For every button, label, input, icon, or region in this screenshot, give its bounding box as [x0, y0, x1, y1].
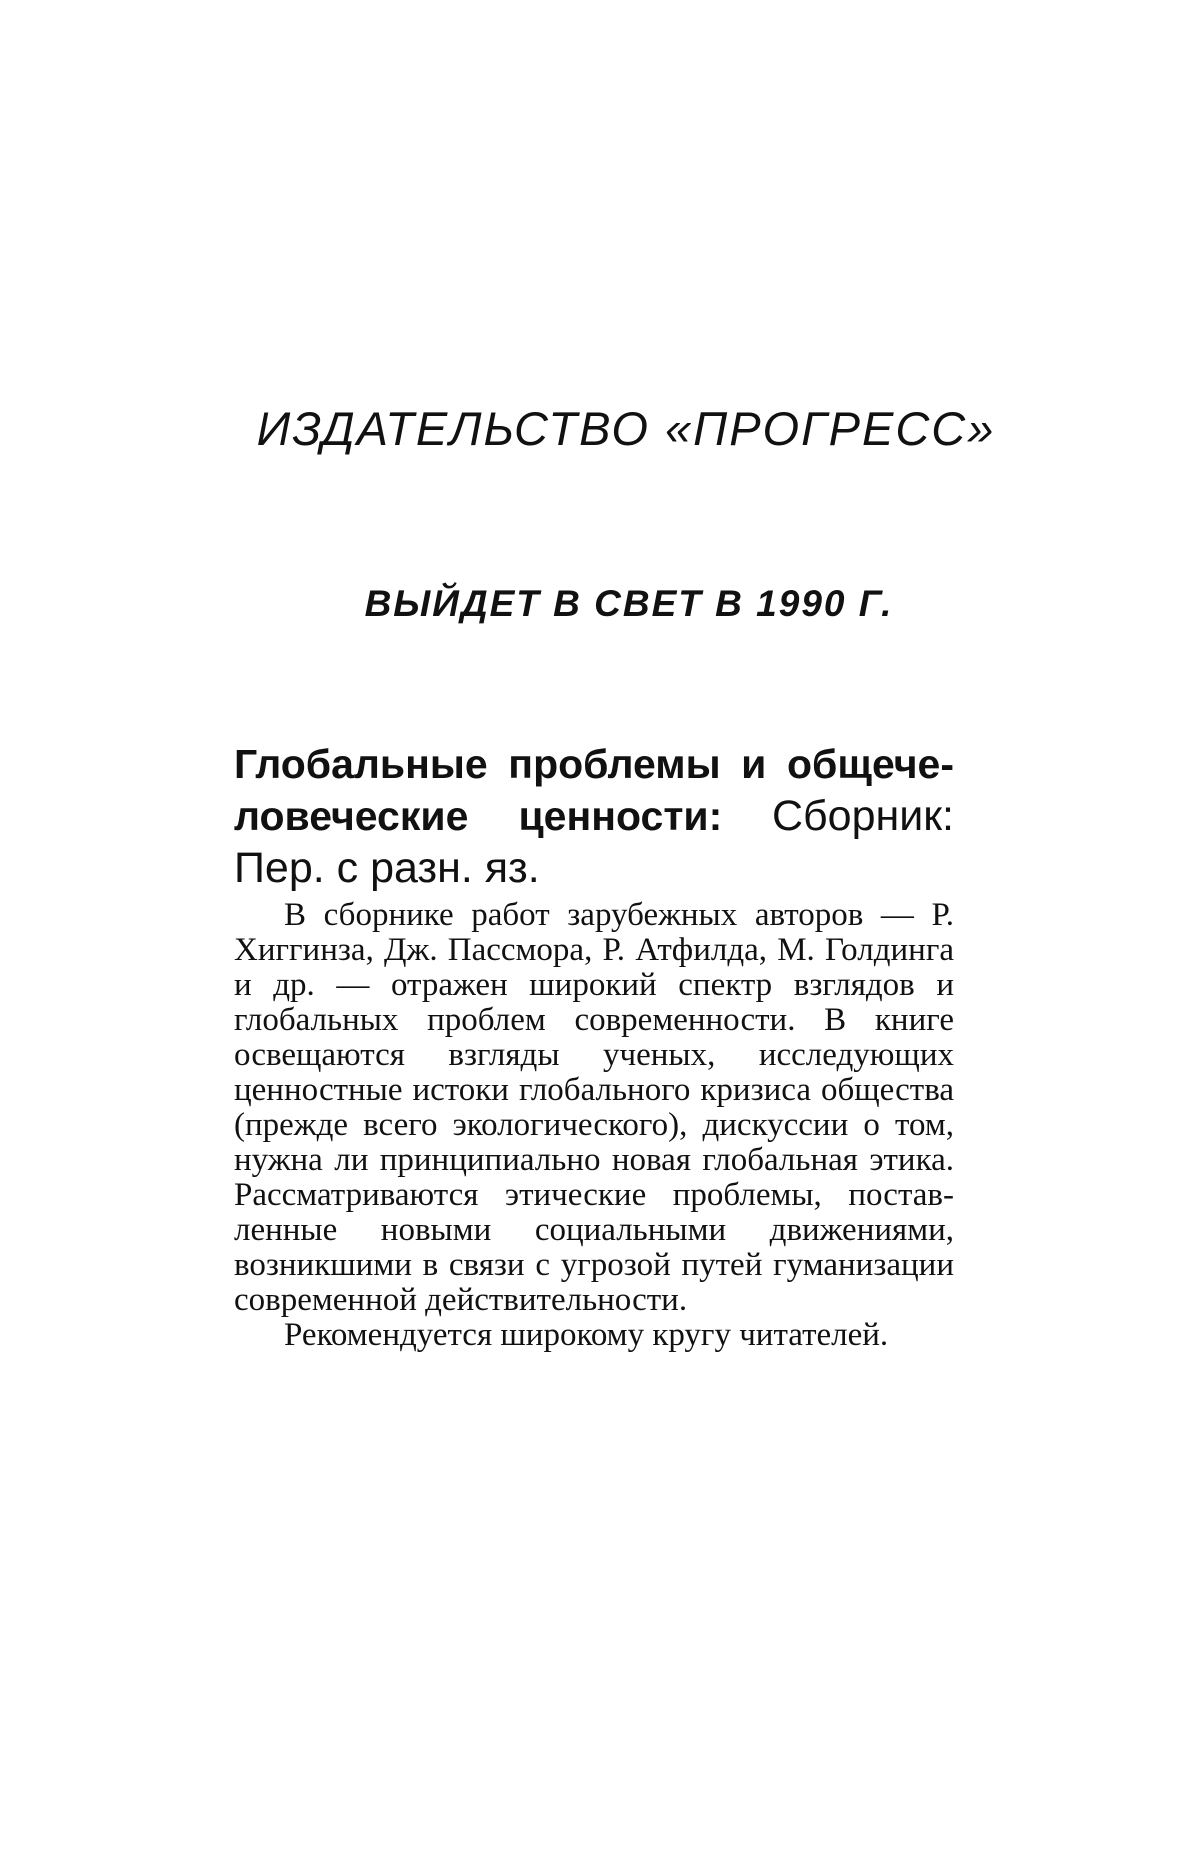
description-paragraph: В сборнике работ зарубежных авторов — Р. Хиггинза, Дж. Пассмора, Р. Атфилда, М. Голдинга и др. — отражен широкий спектр взглядов и глобальных проблем современности. В книге освещаются взгляды ученых, исследующих ценностные истоки глобального кризиса общества (прежде всего экологического), дискуссии о том, нужна ли принципиально новая глобальная этика. Рассматриваются этические проблемы, поставленные новыми социальными движениями, возникшими в связи с угрозой путей гуманизации современной действительности. [234, 897, 954, 1318]
book-title-block [234, 738, 954, 894]
book-description [234, 898, 954, 1353]
publisher-heading: ИЗДАТЕЛЬСТВО «ПРОГРЕСС» [256, 402, 996, 455]
book-subtitle: Сборник: Пер. с разн. яз. [234, 792, 955, 892]
book-title: Глобальные проблемы и общечеловеческие ценности: [234, 741, 954, 839]
release-date-line: ВЫЙДЕТ В СВЕТ В 1990 Г. [364, 583, 894, 624]
recommendation-paragraph: Рекомендуется широкому кругу читателей. [284, 1317, 889, 1353]
